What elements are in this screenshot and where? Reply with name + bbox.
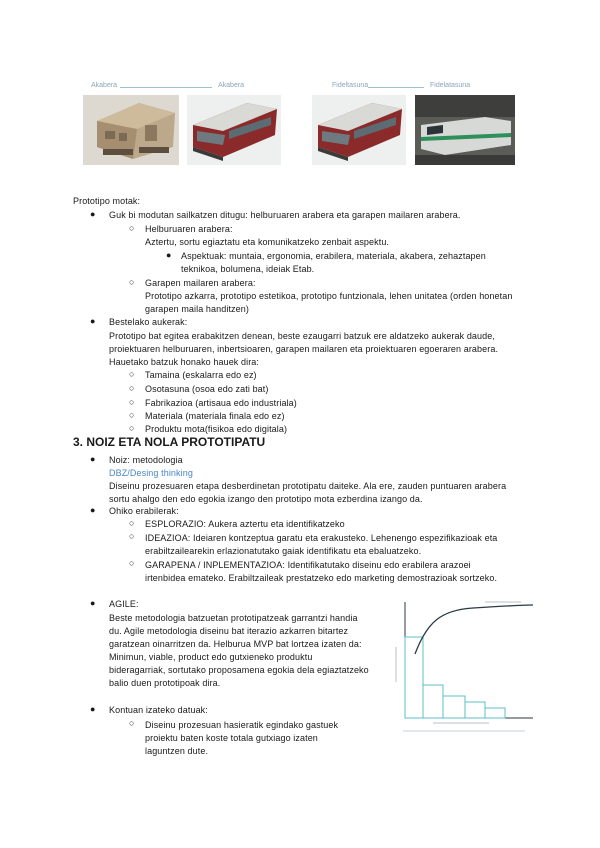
bar-1 (405, 637, 423, 718)
notes-title: Kontuan izateko datuak: (109, 705, 208, 715)
development-text: Prototipo azkarra, prototipo estetikoa, prototipo funtzionala, lehen unitatea (orden honetan garapen maila handitzen) (145, 291, 513, 314)
bullet-circle: ○ (129, 223, 135, 233)
classification-intro: Guk bi modutan sailkatzen ditugu: helburuaren arabera eta garapen mailaren arabera. (109, 210, 461, 220)
bullet-circle: ○ (129, 558, 135, 568)
figure-label-3: Fideltasuna (332, 82, 369, 89)
development-title: Garapen mailaren arabera: (145, 278, 256, 288)
figure-arrow-2 (368, 87, 424, 88)
notes-item: Diseinu prozesuan hasieratik egindako gastuek proiektu baten koste totala gutxiago izaten laguntzen dute. (145, 720, 339, 756)
bullet-dot: ● (90, 209, 96, 219)
prototype-types-heading: Prototipo motak: (73, 196, 141, 206)
figure-label-2: Akabera (218, 82, 245, 89)
option-item: Osotasuna (osoa edo zati bat) (145, 384, 269, 394)
other-options-text: Prototipo bat egitea erabakitzen denean, beste ezaugarri batzuk ere aldatzeko aukerak daude, proiektuaren helburuaren, inbertsioaren, garapen mailaren eta proiektuaren egoeraren arabera. Hauetako batzuk honako hauek dira: (109, 331, 499, 367)
figure-label-1: Akabera (91, 82, 118, 89)
option-item: Produktu mota(fisikoa edo digitala) (145, 424, 288, 434)
agile-text: Beste metodologia batzuetan prototipatzeak garrantzi handia du. Agile metodologia diseinu bat iterazio azkarren bitartez garatzean oinarritzen da. Helburua MVP bat lortzea izaten da: Minimun, viable, product edo gutxieneko produktu bideragarriak, sortutako proposamena egokia dela egiaztatzeko balio duen prototipoak dira. (109, 613, 369, 688)
bullet-circle: ○ (129, 383, 135, 393)
cost-curve (415, 605, 533, 654)
aspects-text: Aspektuak: muntaia, ergonomia, erabilera, materiala, akabera, zehaztapen teknikoa, bolumena, ideiak Etab. (181, 251, 486, 274)
bullet-circle: ○ (129, 718, 135, 728)
bar-5 (485, 708, 505, 718)
bullet-dot: ● (90, 454, 96, 464)
common-uses-title: Ohiko erabilerak: (109, 506, 179, 516)
figure-arrow-1 (120, 87, 212, 88)
bullet-dot: ● (90, 704, 96, 714)
bar-4 (465, 702, 485, 718)
bullet-circle: ○ (129, 277, 135, 287)
bullet-circle: ○ (129, 531, 135, 541)
bullet-dot: ● (90, 598, 96, 608)
render-prototype-image-2 (312, 95, 406, 165)
bar-3 (443, 696, 465, 718)
bullet-square: ● (166, 250, 172, 260)
bullet-dot: ● (90, 316, 96, 326)
use-item-exploration: ESPLORAZIO: Aukera aztertu eta identifikatzeko (145, 519, 345, 529)
option-item: Tamaina (eskalarra edo ez) (145, 370, 257, 380)
figure-label-4: Fidelatasuna (430, 82, 471, 89)
cardboard-prototype-image (83, 95, 179, 165)
bullet-circle: ○ (129, 423, 135, 433)
prototype-fidelity-figure (80, 80, 520, 170)
option-item: Materiala (materiala finala edo ez) (145, 411, 285, 421)
bullet-circle: ○ (129, 397, 135, 407)
agile-title: AGILE: (109, 599, 139, 609)
purpose-title: Helburuaren arabera: (145, 224, 233, 234)
use-item-development: GARAPENA / INPLEMENTAZIOA: Identifikatutako diseinu edo erabilera arazoei irtenbidea emateko. Erabiltzaileak prestatzeko edo marketing demostrazioak sortzeko. (145, 560, 498, 583)
bullet-circle: ○ (129, 369, 135, 379)
bullet-circle: ○ (129, 410, 135, 420)
real-train-image (415, 95, 515, 165)
use-item-ideation: IDEAZIOA: Ideiaren kontzeptua garatu eta erakusteko. Lehenengo espezifikazioak eta erabiltzailearekin erlazionatutako gaiak identifikatu eta ebaluatzeko. (145, 533, 498, 556)
bullet-circle: ○ (129, 518, 135, 528)
cost-curve-figure (393, 592, 541, 736)
render-prototype-image (187, 95, 281, 165)
bar-2 (423, 685, 443, 718)
option-item: Fabrikazioa (artisaua edo industriala) (145, 398, 297, 408)
other-options-title: Bestelako aukerak: (109, 317, 188, 327)
design-thinking-text: Diseinu prozesuaren etapa desberdinetan prototipatu daiteke. Ala ere, zauden puntuaren arabera sortu ahalgo den edo egokia izango den prototipo mota ezberdina izango da. (109, 481, 507, 504)
design-thinking-link[interactable]: DBZ/Desing thinking (109, 468, 193, 478)
when-methodology: Noiz: metodologia (109, 455, 183, 465)
purpose-text: Aztertu, sortu egiaztatu eta komunikatzeko zenbait aspektu. (145, 237, 390, 247)
section-title: 3. NOIZ ETA NOLA PROTOTIPATU (73, 435, 266, 449)
bullet-dot: ● (90, 505, 96, 515)
